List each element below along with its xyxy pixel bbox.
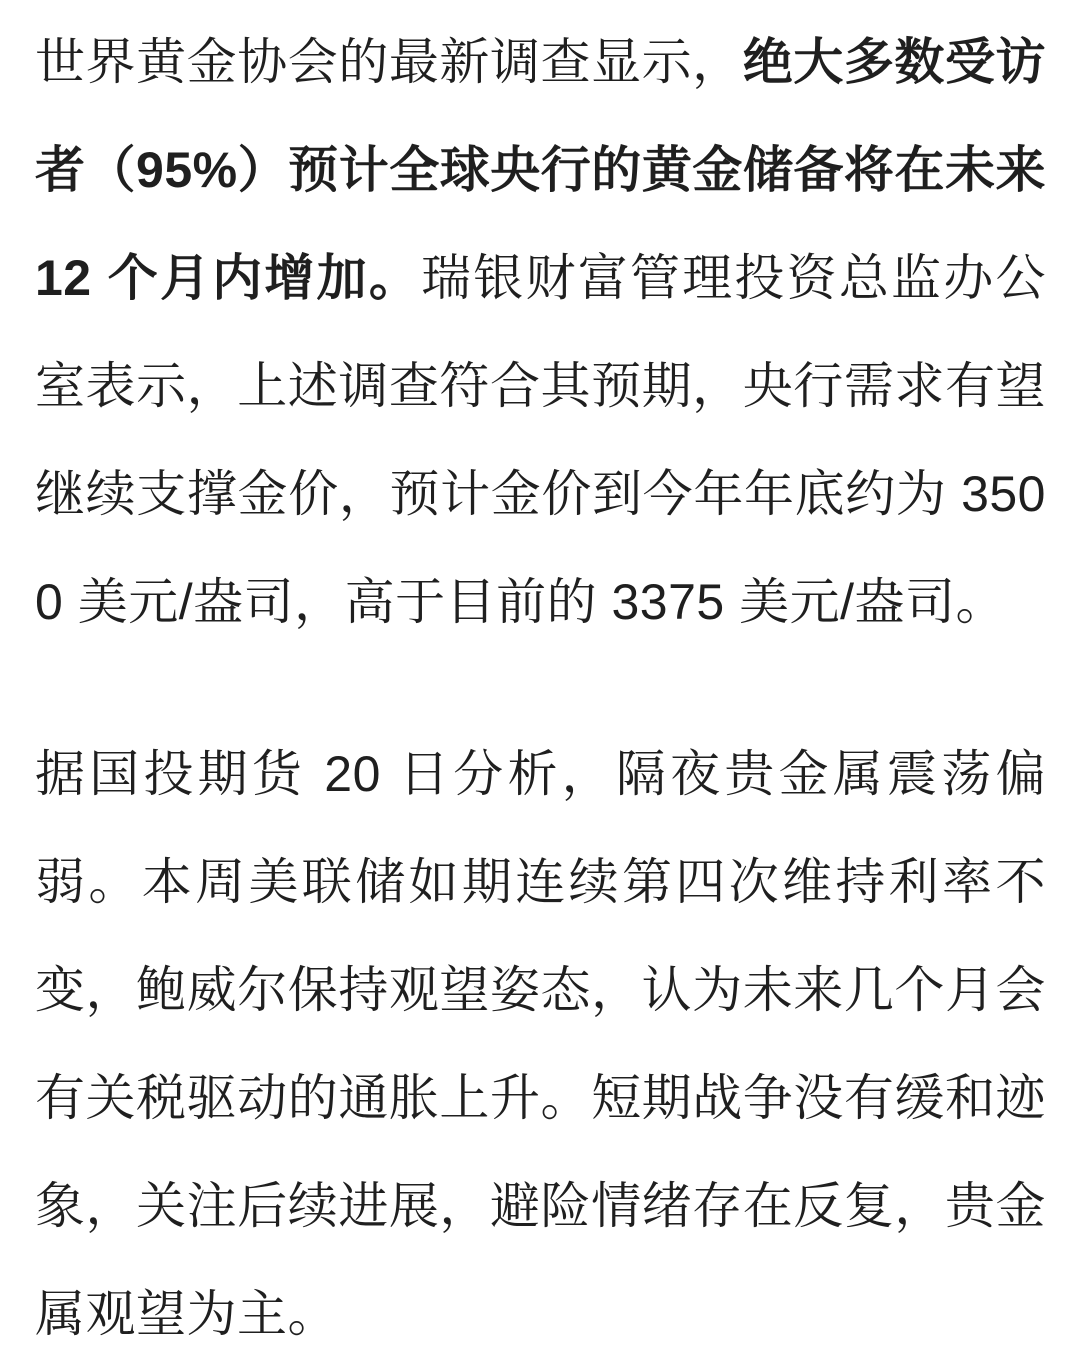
paragraph	[35, 720, 1046, 1368]
paragraph	[35, 8, 1046, 656]
text-segment: 瑞银财富管理投资总监办公室表示，上述调查符合其预期，央行需求有望继续支撑金价，预计金价到今年年底约为 3500 美元/盎司，高于目前的 3375 美元/盎司。	[35, 250, 1046, 630]
text-segment: 据国投期货 20 日分析，隔夜贵金属震荡偏弱。本周美联储如期连续第四次维持利率不变，鲍威尔保持观望姿态，认为未来几个月会有关税驱动的通胀上升。短期战争没有缓和迹象，关注后续进展，避险情绪存在反复，贵金属观望为主。	[35, 746, 1046, 1342]
text-segment: 世界黄金协会的最新调查显示，	[35, 34, 743, 90]
bold-text-segment: 绝大多数受访者（95%）预计全球央行的黄金储备将在未来 12 个月内增加。	[35, 34, 1047, 306]
